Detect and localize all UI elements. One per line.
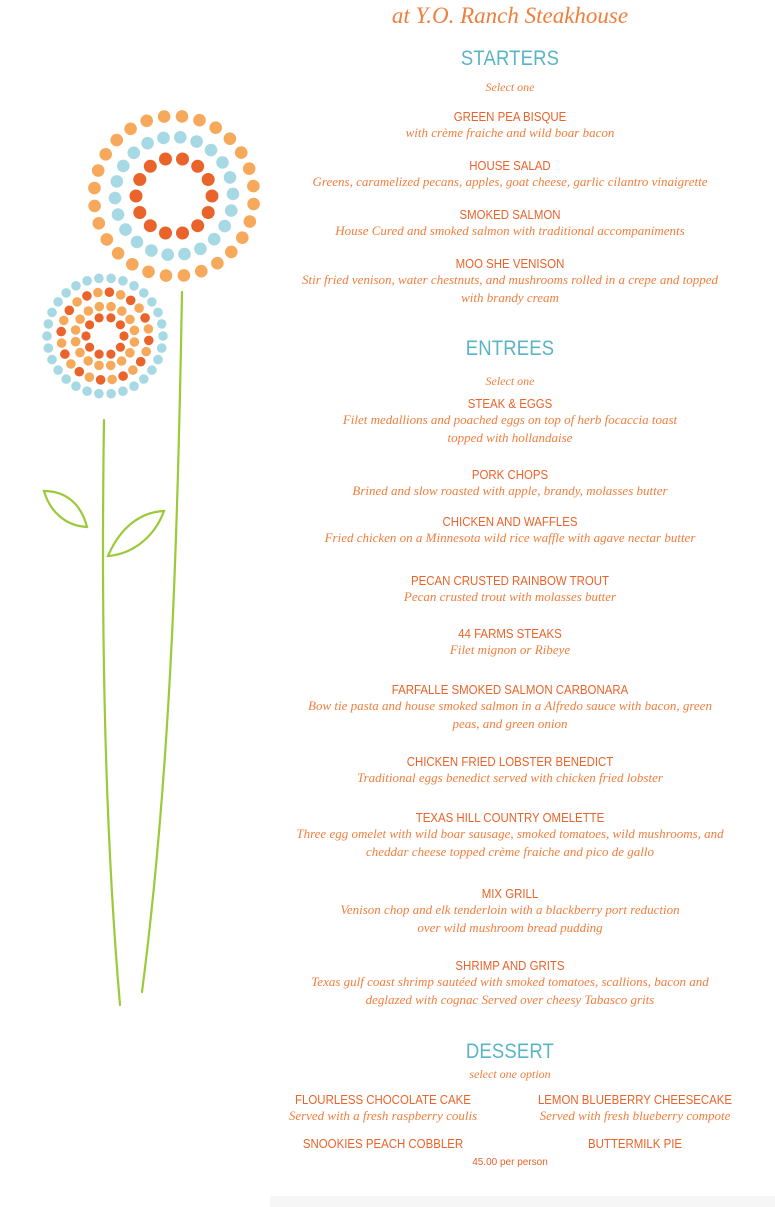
flower-dot	[211, 257, 224, 270]
flower-dot	[93, 217, 106, 230]
large-flower-bloom	[88, 110, 260, 282]
menu-item-desc: Three egg omelet with wild boar sausage, smoked tomatoes, wild mushrooms, and	[296, 826, 724, 841]
flower-dot	[153, 308, 163, 318]
flower-dot	[176, 227, 189, 240]
flower-dot	[82, 276, 92, 286]
flower-dot	[117, 306, 127, 316]
menu-item	[270, 886, 750, 937]
flower-dot	[144, 324, 154, 334]
menu-item-desc: peas, and green onion	[452, 716, 568, 731]
flower-dot	[65, 306, 75, 316]
flower-dot	[106, 389, 116, 399]
flower-dot	[136, 357, 146, 367]
flower-dot	[157, 343, 167, 353]
flower-dot	[191, 160, 204, 173]
flower-dot	[47, 355, 57, 365]
flower-dot	[205, 144, 218, 157]
flower-dot	[128, 365, 138, 375]
menu-item-name: MOO SHE VENISON	[455, 256, 565, 271]
flower-dot	[224, 132, 237, 145]
flower-dot	[116, 290, 126, 300]
flower-dot	[176, 153, 189, 166]
flower-dot	[159, 227, 172, 240]
dessert-item-name: LEMON BLUEBERRY CHEESECAKE	[537, 1092, 733, 1107]
flower-dot	[209, 121, 222, 134]
menu-item-desc: Traditional eggs benedict served with chicken fried lobster	[357, 770, 663, 785]
flower-dot	[247, 180, 260, 193]
flower-dot	[157, 132, 170, 145]
flower-dot	[106, 350, 115, 359]
flower-dot	[140, 115, 153, 128]
menu-item-desc: Filet mignon or Ribeye	[449, 642, 571, 657]
dessert-item	[510, 1136, 760, 1151]
flower-dot	[72, 297, 82, 307]
menu-item-name: SHRIMP AND GRITS	[455, 958, 565, 973]
flower-dot	[85, 320, 94, 329]
flower-dot	[71, 325, 81, 335]
flower-dot	[118, 276, 128, 286]
dessert-item-name: FLOURLESS CHOCOLATE CAKE	[295, 1092, 471, 1107]
flower-dot	[139, 374, 149, 384]
menu-item	[270, 754, 750, 787]
menu-item-desc: Greens, caramelized pecans, apples, goat cheese, garlic cilantro vinaigrette	[312, 174, 708, 189]
flower-stems	[44, 292, 182, 1005]
flower-illustration	[0, 0, 270, 1207]
flower-dot	[118, 386, 128, 396]
dessert-item	[258, 1136, 508, 1151]
menu-item-name: SMOKED SALMON	[459, 207, 561, 222]
price-per-person: 45.00 per person	[472, 1157, 548, 1168]
flower-dot	[95, 350, 104, 359]
menu-item	[270, 467, 750, 500]
flower-dot	[94, 274, 104, 284]
menu-item-name: FARFALLE SMOKED SALMON CARBONARA	[391, 682, 629, 697]
flower-dot	[216, 156, 229, 169]
flower-dot	[101, 233, 114, 246]
menu-item	[270, 682, 750, 733]
menu-item-desc: Venison chop and elk tenderloin with a blackberry port reduction	[340, 902, 680, 917]
flower-dot	[147, 297, 157, 307]
menu-item-desc: topped with hollandaise	[447, 430, 573, 445]
flower-dot	[126, 258, 139, 271]
flower-dot	[85, 372, 95, 382]
flower-dot	[71, 337, 81, 347]
flower-dot	[126, 296, 136, 306]
flower-dot	[218, 220, 231, 233]
flower-dot	[109, 192, 122, 205]
flower-dot	[119, 331, 128, 340]
flower-dot	[202, 173, 215, 186]
flower-dot	[75, 314, 85, 324]
flower-dot	[128, 147, 141, 160]
flower-dot	[105, 287, 115, 297]
menu-item-name: CHICKEN AND WAFFLES	[442, 514, 578, 529]
menu-item	[270, 158, 750, 191]
flower-dot	[133, 173, 146, 186]
flower-dot	[178, 269, 191, 282]
flower-dot	[141, 347, 151, 357]
flower-dot	[47, 308, 57, 318]
flower-dot	[161, 248, 174, 261]
dessert-item-desc: Served with fresh blueberry compote	[539, 1108, 731, 1123]
flower-dot	[160, 269, 173, 282]
flower-dot	[129, 381, 139, 391]
menu-item	[270, 626, 750, 659]
flower-dot	[60, 349, 70, 359]
flower-dot	[44, 343, 54, 353]
menu-item	[270, 514, 750, 547]
flower-dot	[117, 356, 127, 366]
flower-dot	[130, 337, 140, 347]
flower-dot	[144, 336, 154, 346]
flower-dot	[174, 131, 187, 144]
menu-item-desc: Brined and slow roasted with apple, brandy, molasses butter	[352, 483, 668, 498]
dessert-item	[258, 1092, 508, 1125]
flower-dot	[144, 160, 157, 173]
flower-dot	[190, 135, 203, 148]
menu-item-name: TEXAS HILL COUNTRY OMELETTE	[415, 810, 605, 825]
menu-item	[270, 810, 750, 861]
flower-dot	[145, 244, 158, 257]
flower-dot	[125, 348, 135, 358]
flower-dot	[106, 274, 116, 284]
flower-dot	[244, 215, 257, 228]
flower-dot	[243, 162, 256, 175]
flower-dot	[112, 208, 125, 221]
flower-dot	[96, 375, 106, 385]
flower-dot	[88, 182, 101, 195]
flower-dot	[224, 171, 237, 184]
flower-dot	[225, 246, 238, 259]
flower-dot	[112, 247, 125, 260]
flower-dot	[144, 219, 157, 232]
menu-item	[270, 256, 750, 307]
flower-dot	[92, 164, 105, 177]
flower-dot	[85, 343, 94, 352]
flower-dot	[57, 338, 67, 348]
flower-dot	[131, 236, 144, 249]
menu-item	[270, 958, 750, 1009]
flower-dot	[208, 233, 221, 246]
menu-item-name: 44 FARMS STEAKS	[458, 626, 562, 641]
flower-dot	[84, 306, 94, 316]
flower-dot	[116, 320, 125, 329]
flower-dot	[106, 361, 116, 371]
dessert-item-name: BUTTERMILK PIE	[587, 1136, 683, 1151]
flower-dot	[71, 281, 81, 291]
menu-item-desc: House Cured and smoked salmon with traditional accompaniments	[335, 223, 685, 238]
flower-dot	[59, 316, 69, 326]
flower-dot	[130, 190, 143, 203]
flower-dot	[235, 146, 248, 159]
flower-dot	[236, 231, 249, 244]
flower-dot	[139, 288, 149, 298]
menu-item	[270, 573, 750, 606]
flower-dot	[119, 223, 132, 236]
flower-dot	[106, 302, 116, 312]
menu-item-name: STEAK & EGGS	[467, 396, 553, 411]
flower-dot	[117, 160, 130, 173]
dessert-note: select one option	[469, 1067, 551, 1081]
flower-dot	[191, 219, 204, 232]
flower-dot	[147, 365, 157, 375]
flower-dot	[75, 367, 85, 377]
flower-dot	[44, 319, 54, 329]
dessert-item	[510, 1092, 760, 1125]
flower-dot	[130, 326, 140, 336]
menu-item-desc: deglazed with cognac Served over cheesy Tabasco grits	[365, 992, 655, 1007]
menu-item-desc: with brandy cream	[461, 290, 559, 305]
flower-dot	[82, 291, 92, 301]
flower-dot	[94, 389, 104, 399]
flower-dot	[95, 302, 105, 312]
menu-item-name: PECAN CRUSTED RAINBOW TROUT	[410, 573, 610, 588]
flower-dot	[134, 303, 144, 313]
flower-dot	[118, 371, 128, 381]
flower-dot	[83, 356, 93, 366]
menu-item	[270, 109, 750, 142]
flower-dot	[88, 200, 101, 213]
starters-heading: STARTERS	[460, 47, 560, 70]
entrees-note: Select one	[485, 374, 535, 388]
starters-note: Select one	[485, 80, 535, 94]
flower-dot	[141, 137, 154, 150]
menu-item	[270, 207, 750, 240]
flower-dot	[158, 331, 168, 341]
flower-dot	[71, 381, 81, 391]
flower-dot	[194, 243, 207, 256]
flower-dot	[110, 134, 123, 147]
menu-item-desc: over wild mushroom bread pudding	[417, 920, 603, 935]
flower-dot	[56, 327, 66, 337]
flower-dot	[225, 204, 238, 217]
flower-dot	[99, 148, 112, 161]
menu-item-desc: Stir fried venison, water chestnuts, and mushrooms rolled in a crepe and topped	[302, 272, 718, 287]
flower-dot	[133, 206, 146, 219]
page-title: at Y.O. Ranch Steakhouse	[391, 3, 629, 28]
flower-dot	[125, 315, 135, 325]
flower-dot	[93, 288, 103, 298]
flower-dot	[206, 190, 219, 203]
menu-item-name: PORK CHOPS	[471, 467, 549, 482]
menu-item-name: GREEN PEA BISQUE	[453, 109, 567, 124]
dessert-heading: DESSERT	[465, 1040, 555, 1063]
flower-dot	[111, 175, 124, 188]
entrees-heading: ENTREES	[465, 337, 555, 360]
menu-item-desc: Filet medallions and poached eggs on top of herb focaccia toast	[342, 412, 678, 427]
flower-dot	[140, 313, 150, 323]
flower-dot	[178, 248, 191, 261]
dessert-item-name: SNOOKIES PEACH COBBLER	[302, 1136, 464, 1151]
menu-item	[270, 396, 750, 447]
menu-item-name: CHICKEN FRIED LOBSTER BENEDICT	[406, 754, 614, 769]
menu-item-desc: Fried chicken on a Minnesota wild rice waffle with agave nectar butter	[324, 530, 696, 545]
flower-dot	[53, 365, 63, 375]
flower-dot	[153, 355, 163, 365]
flower-dot	[159, 153, 172, 166]
flower-dot	[142, 266, 155, 279]
flower-dot	[158, 110, 171, 123]
menu-item-desc: Pecan crusted trout with molasses butter	[403, 589, 617, 604]
menu-item-desc: Texas gulf coast shrimp sautéed with smoked tomatoes, scallions, bacon and	[311, 974, 709, 989]
flower-dot	[124, 123, 137, 136]
flower-dot	[227, 188, 240, 201]
menu-item-name: MIX GRILL	[481, 886, 539, 901]
flower-dot	[53, 297, 63, 307]
flower-dot	[195, 265, 208, 278]
small-flower-bloom	[42, 274, 168, 399]
flower-dot	[106, 313, 115, 322]
menu-item-name: HOUSE SALAD	[469, 158, 551, 173]
flower-dot	[61, 288, 71, 298]
flower-dot	[42, 331, 52, 341]
flower-dot	[66, 359, 76, 369]
flower-dot	[202, 206, 215, 219]
flower-dot	[61, 374, 71, 384]
menu-item-desc: with crème fraiche and wild boar bacon	[405, 125, 615, 140]
footer-band	[270, 1196, 775, 1207]
menu-item-desc: Bow tie pasta and house smoked salmon in a Alfredo sauce with bacon, green	[308, 698, 712, 713]
flower-dot	[247, 198, 260, 211]
dessert-item-desc: Served with a fresh raspberry coulis	[288, 1108, 478, 1123]
flower-dot	[82, 386, 92, 396]
flower-dot	[176, 110, 189, 123]
flower-dot	[116, 343, 125, 352]
flower-dot	[81, 331, 90, 340]
flower-dot	[107, 375, 117, 385]
flower-dot	[129, 281, 139, 291]
menu-item-desc: cheddar cheese topped crème fraiche and pico de gallo	[365, 844, 655, 859]
flower-dot	[94, 361, 104, 371]
flower-dot	[193, 114, 206, 127]
flower-dot	[95, 313, 104, 322]
flower-dot	[75, 348, 85, 358]
flower-dot	[157, 319, 167, 329]
